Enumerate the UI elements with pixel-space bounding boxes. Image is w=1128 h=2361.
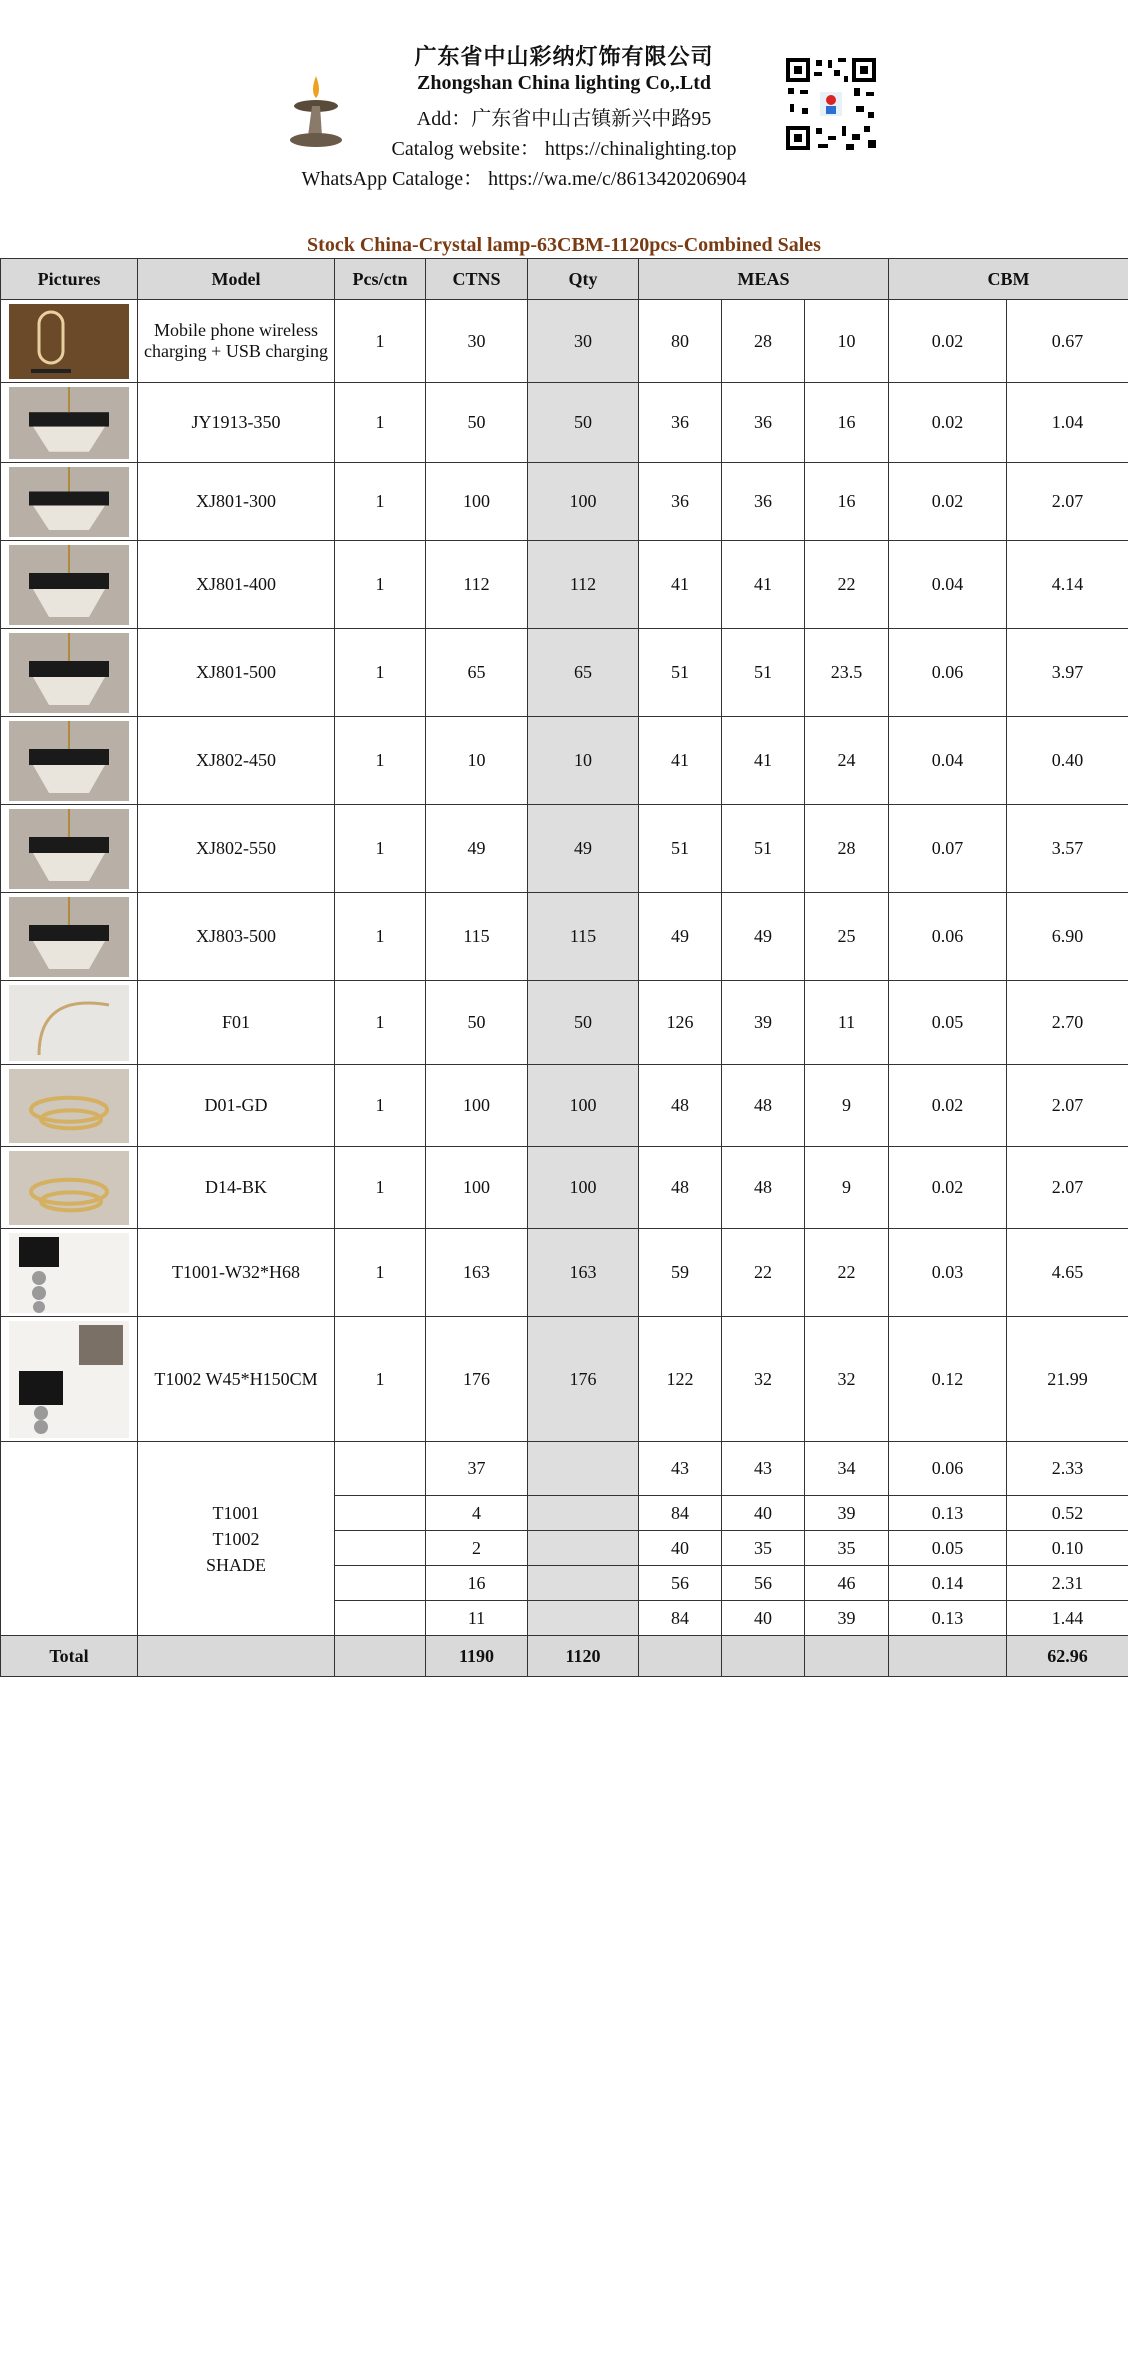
- qty-cell: [528, 1566, 639, 1601]
- cbm-per-ctn-cell: 0.13: [889, 1496, 1007, 1531]
- meas-width-cell: 41: [722, 717, 805, 805]
- table-row: [1, 463, 1128, 541]
- crystal-chandelier-photo-icon: [9, 387, 129, 459]
- qty-cell: 50: [528, 383, 639, 463]
- qty-cell: 50: [528, 981, 639, 1065]
- pcs-cell: 1: [335, 463, 426, 541]
- table-row: [1, 1147, 1128, 1229]
- table-row: [1, 300, 1128, 383]
- model-cell: Mobile phone wireless charging + USB charging: [138, 300, 335, 383]
- meas-height-cell: 23.5: [805, 629, 889, 717]
- meas-height-cell: 16: [805, 383, 889, 463]
- meas-length-cell: 80: [639, 300, 722, 383]
- cbm-per-ctn-cell: 0.02: [889, 300, 1007, 383]
- cbm-per-ctn-cell: 0.04: [889, 717, 1007, 805]
- ctns-cell: 11: [426, 1601, 528, 1636]
- col-ctns: CTNS: [426, 259, 528, 300]
- cbm-per-ctn-cell: 0.02: [889, 463, 1007, 541]
- meas-width-cell: 22: [722, 1229, 805, 1317]
- model-cell: T1002 W45*H150CM: [138, 1317, 335, 1442]
- model-cell: XJ803-500: [138, 893, 335, 981]
- cbm-total-cell: 2.07: [1007, 463, 1128, 541]
- ctns-cell: 10: [426, 717, 528, 805]
- company-header: [0, 0, 1128, 230]
- cbm-per-ctn-cell: 0.02: [889, 1147, 1007, 1229]
- ctns-cell: 65: [426, 629, 528, 717]
- total-label-cell: Total: [1, 1636, 138, 1677]
- picture-cell: [1, 1442, 138, 1636]
- picture-cell: [1, 893, 138, 981]
- picture-cell: [1, 1317, 138, 1442]
- cbm-total-cell: 2.07: [1007, 1147, 1128, 1229]
- cbm-per-ctn-cell: 0.06: [889, 893, 1007, 981]
- ring-pendant-photo-icon: [9, 1151, 129, 1225]
- pcs-cell: [335, 1566, 426, 1601]
- ctns-cell: 100: [426, 463, 528, 541]
- meas-height-cell: 22: [805, 541, 889, 629]
- cbm-total-cell: 0.52: [1007, 1496, 1128, 1531]
- qty-cell: [528, 1496, 639, 1531]
- meas-height-cell: 11: [805, 981, 889, 1065]
- picture-cell: [1, 300, 138, 383]
- meas-height-cell: 9: [805, 1147, 889, 1229]
- table-row: [1, 981, 1128, 1065]
- cbm-per-ctn-cell: 0.02: [889, 1065, 1007, 1147]
- cbm-total-cell: 1.44: [1007, 1601, 1128, 1636]
- meas-height-cell: 9: [805, 1065, 889, 1147]
- meas-length-cell: 48: [639, 1065, 722, 1147]
- meas-length-cell: 49: [639, 893, 722, 981]
- table-row: [1, 383, 1128, 463]
- model-cell: XJ802-550: [138, 805, 335, 893]
- qty-cell: 100: [528, 463, 639, 541]
- table-header-row: [1, 259, 1128, 300]
- pcs-cell: [335, 1442, 426, 1496]
- table-row: [1, 541, 1128, 629]
- pcs-cell: 1: [335, 805, 426, 893]
- meas-height-cell: 32: [805, 1317, 889, 1442]
- ctns-cell: 37: [426, 1442, 528, 1496]
- qty-cell: 100: [528, 1147, 639, 1229]
- total-row: [1, 1636, 1128, 1677]
- model-cell: XJ801-400: [138, 541, 335, 629]
- total-cbm-cell: 62.96: [1007, 1636, 1128, 1677]
- cbm-per-ctn-cell: 0.04: [889, 541, 1007, 629]
- qty-cell: 112: [528, 541, 639, 629]
- crystal-chandelier-photo-icon: [9, 721, 129, 801]
- cbm-per-ctn-cell: 0.07: [889, 805, 1007, 893]
- cbm-total-cell: 4.14: [1007, 541, 1128, 629]
- cbm-per-ctn-cell: 0.12: [889, 1317, 1007, 1442]
- meas-height-cell: 22: [805, 1229, 889, 1317]
- shade-row: [1, 1442, 1128, 1496]
- meas-height-cell: 35: [805, 1531, 889, 1566]
- cbm-total-cell: 2.31: [1007, 1566, 1128, 1601]
- meas-width-cell: 48: [722, 1147, 805, 1229]
- cbm-total-cell: 4.65: [1007, 1229, 1128, 1317]
- qty-cell: 10: [528, 717, 639, 805]
- total-ctns-cell: 1190: [426, 1636, 528, 1677]
- qty-cell: 176: [528, 1317, 639, 1442]
- meas-length-cell: 41: [639, 717, 722, 805]
- blank-cell: [722, 1636, 805, 1677]
- meas-length-cell: 122: [639, 1317, 722, 1442]
- cbm-per-ctn-cell: 0.06: [889, 1442, 1007, 1496]
- crystal-chandelier-photo-icon: [9, 633, 129, 713]
- meas-width-cell: 32: [722, 1317, 805, 1442]
- ctns-cell: 4: [426, 1496, 528, 1531]
- meas-width-cell: 40: [722, 1601, 805, 1636]
- picture-cell: [1, 629, 138, 717]
- qty-cell: 100: [528, 1065, 639, 1147]
- table-row: [1, 1317, 1128, 1442]
- cbm-total-cell: 2.70: [1007, 981, 1128, 1065]
- meas-width-cell: 28: [722, 300, 805, 383]
- pcs-cell: 1: [335, 981, 426, 1065]
- model-cell: XJ801-500: [138, 629, 335, 717]
- model-cell: D01-GD: [138, 1065, 335, 1147]
- meas-width-cell: 36: [722, 383, 805, 463]
- qty-cell: [528, 1442, 639, 1496]
- ctns-cell: 2: [426, 1531, 528, 1566]
- floor-lamp-shade-photo-icon: [9, 1321, 129, 1438]
- crystal-chandelier-photo-icon: [9, 467, 129, 537]
- whatsapp-catalog: WhatsApp Cataloge： https://wa.me/c/8613420206904: [301, 168, 747, 190]
- meas-length-cell: 41: [639, 541, 722, 629]
- pcs-cell: [335, 1496, 426, 1531]
- cbm-total-cell: 6.90: [1007, 893, 1128, 981]
- picture-cell: [1, 541, 138, 629]
- sheet-title: Stock China-Crystal lamp-63CBM-1120pcs-Combined Sales: [307, 234, 821, 256]
- cbm-total-cell: 2.07: [1007, 1065, 1128, 1147]
- model-cell: XJ802-450: [138, 717, 335, 805]
- blank-cell: [639, 1636, 722, 1677]
- meas-length-cell: 56: [639, 1566, 722, 1601]
- ring-pendant-photo-icon: [9, 1069, 129, 1143]
- crystal-chandelier-photo-icon: [9, 897, 129, 977]
- pcs-cell: 1: [335, 1147, 426, 1229]
- meas-length-cell: 59: [639, 1229, 722, 1317]
- meas-height-cell: 28: [805, 805, 889, 893]
- meas-length-cell: 36: [639, 463, 722, 541]
- meas-length-cell: 48: [639, 1147, 722, 1229]
- blank-cell: [138, 1636, 335, 1677]
- meas-height-cell: 10: [805, 300, 889, 383]
- model-cell: JY1913-350: [138, 383, 335, 463]
- col-qty: Qty: [528, 259, 639, 300]
- cbm-total-cell: 21.99: [1007, 1317, 1128, 1442]
- picture-cell: [1, 1147, 138, 1229]
- qty-cell: [528, 1531, 639, 1566]
- meas-length-cell: 84: [639, 1496, 722, 1531]
- crystal-chandelier-photo-icon: [9, 545, 129, 625]
- company-name-en: Zhongshan China lighting Co,.Ltd: [416, 72, 711, 94]
- col-model: Model: [138, 259, 335, 300]
- ctns-cell: 115: [426, 893, 528, 981]
- cbm-per-ctn-cell: 0.06: [889, 629, 1007, 717]
- ctns-cell: 49: [426, 805, 528, 893]
- meas-length-cell: 126: [639, 981, 722, 1065]
- picture-cell: [1, 1065, 138, 1147]
- cbm-per-ctn-cell: 0.05: [889, 1531, 1007, 1566]
- qty-cell: 30: [528, 300, 639, 383]
- cbm-total-cell: 3.57: [1007, 805, 1128, 893]
- table-row: [1, 717, 1128, 805]
- meas-height-cell: 24: [805, 717, 889, 805]
- model-cell: T1001-W32*H68: [138, 1229, 335, 1317]
- cbm-per-ctn-cell: 0.13: [889, 1601, 1007, 1636]
- pcs-cell: 1: [335, 1317, 426, 1442]
- floor-lamp-photo-icon: [9, 304, 129, 379]
- cbm-total-cell: 2.33: [1007, 1442, 1128, 1496]
- ctns-cell: 30: [426, 300, 528, 383]
- meas-width-cell: 49: [722, 893, 805, 981]
- ctns-cell: 100: [426, 1147, 528, 1229]
- meas-height-cell: 34: [805, 1442, 889, 1496]
- col-meas: MEAS: [639, 259, 889, 300]
- cbm-total-cell: 3.97: [1007, 629, 1128, 717]
- meas-length-cell: 40: [639, 1531, 722, 1566]
- crystal-chandelier-photo-icon: [9, 809, 129, 889]
- qr-code-icon: [784, 56, 878, 152]
- pcs-cell: [335, 1531, 426, 1566]
- picture-cell: [1, 981, 138, 1065]
- model-cell: XJ801-300: [138, 463, 335, 541]
- cbm-total-cell: 0.67: [1007, 300, 1128, 383]
- meas-width-cell: 40: [722, 1496, 805, 1531]
- pcs-cell: 1: [335, 541, 426, 629]
- qty-cell: [528, 1601, 639, 1636]
- company-address: Add：广东省中山古镇新兴中路95: [416, 108, 712, 130]
- meas-height-cell: 16: [805, 463, 889, 541]
- col-pcs: Pcs/ctn: [335, 259, 426, 300]
- meas-width-cell: 51: [722, 629, 805, 717]
- pcs-cell: 1: [335, 629, 426, 717]
- meas-width-cell: 41: [722, 541, 805, 629]
- total-qty-cell: 1120: [528, 1636, 639, 1677]
- table-lamp-photo-icon: [9, 1233, 129, 1313]
- qty-cell: 65: [528, 629, 639, 717]
- blank-cell: [805, 1636, 889, 1677]
- catalog-website: Catalog website： https://chinalighting.top: [391, 138, 737, 160]
- meas-width-cell: 51: [722, 805, 805, 893]
- stock-table: [0, 258, 1128, 1677]
- meas-height-cell: 46: [805, 1566, 889, 1601]
- picture-cell: [1, 717, 138, 805]
- qty-cell: 115: [528, 893, 639, 981]
- meas-width-cell: 39: [722, 981, 805, 1065]
- meas-width-cell: 48: [722, 1065, 805, 1147]
- pcs-cell: 1: [335, 300, 426, 383]
- qty-cell: 49: [528, 805, 639, 893]
- col-cbm: CBM: [889, 259, 1128, 300]
- meas-width-cell: 56: [722, 1566, 805, 1601]
- cbm-total-cell: 1.04: [1007, 383, 1128, 463]
- ctns-cell: 16: [426, 1566, 528, 1601]
- ctns-cell: 50: [426, 383, 528, 463]
- cbm-per-ctn-cell: 0.02: [889, 383, 1007, 463]
- meas-width-cell: 36: [722, 463, 805, 541]
- meas-length-cell: 36: [639, 383, 722, 463]
- shade-model-cell: T1001 T1002 SHADE: [138, 1442, 335, 1636]
- meas-length-cell: 43: [639, 1442, 722, 1496]
- meas-length-cell: 51: [639, 805, 722, 893]
- picture-cell: [1, 463, 138, 541]
- table-row: [1, 1065, 1128, 1147]
- picture-cell: [1, 383, 138, 463]
- blank-cell: [889, 1636, 1007, 1677]
- ctns-cell: 100: [426, 1065, 528, 1147]
- company-name-cn: 广东省中山彩纳灯饰有限公司: [414, 44, 714, 69]
- cbm-total-cell: 0.10: [1007, 1531, 1128, 1566]
- picture-cell: [1, 1229, 138, 1317]
- table-row: [1, 629, 1128, 717]
- cbm-total-cell: 0.40: [1007, 717, 1128, 805]
- col-pictures: Pictures: [1, 259, 138, 300]
- table-row: [1, 805, 1128, 893]
- pcs-cell: 1: [335, 893, 426, 981]
- meas-height-cell: 39: [805, 1601, 889, 1636]
- qty-cell: 163: [528, 1229, 639, 1317]
- arc-floor-lamp-photo-icon: [9, 985, 129, 1061]
- pcs-cell: 1: [335, 717, 426, 805]
- meas-width-cell: 43: [722, 1442, 805, 1496]
- cbm-per-ctn-cell: 0.03: [889, 1229, 1007, 1317]
- meas-length-cell: 51: [639, 629, 722, 717]
- pcs-cell: 1: [335, 383, 426, 463]
- cbm-per-ctn-cell: 0.14: [889, 1566, 1007, 1601]
- meas-width-cell: 35: [722, 1531, 805, 1566]
- ctns-cell: 176: [426, 1317, 528, 1442]
- pcs-cell: [335, 1601, 426, 1636]
- pcs-cell: 1: [335, 1065, 426, 1147]
- model-cell: D14-BK: [138, 1147, 335, 1229]
- table-row: [1, 893, 1128, 981]
- model-cell: F01: [138, 981, 335, 1065]
- pcs-cell: 1: [335, 1229, 426, 1317]
- meas-length-cell: 84: [639, 1601, 722, 1636]
- meas-height-cell: 25: [805, 893, 889, 981]
- ctns-cell: 112: [426, 541, 528, 629]
- ctns-cell: 50: [426, 981, 528, 1065]
- blank-cell: [335, 1636, 426, 1677]
- ctns-cell: 163: [426, 1229, 528, 1317]
- meas-height-cell: 39: [805, 1496, 889, 1531]
- cbm-per-ctn-cell: 0.05: [889, 981, 1007, 1065]
- picture-cell: [1, 805, 138, 893]
- table-row: [1, 1229, 1128, 1317]
